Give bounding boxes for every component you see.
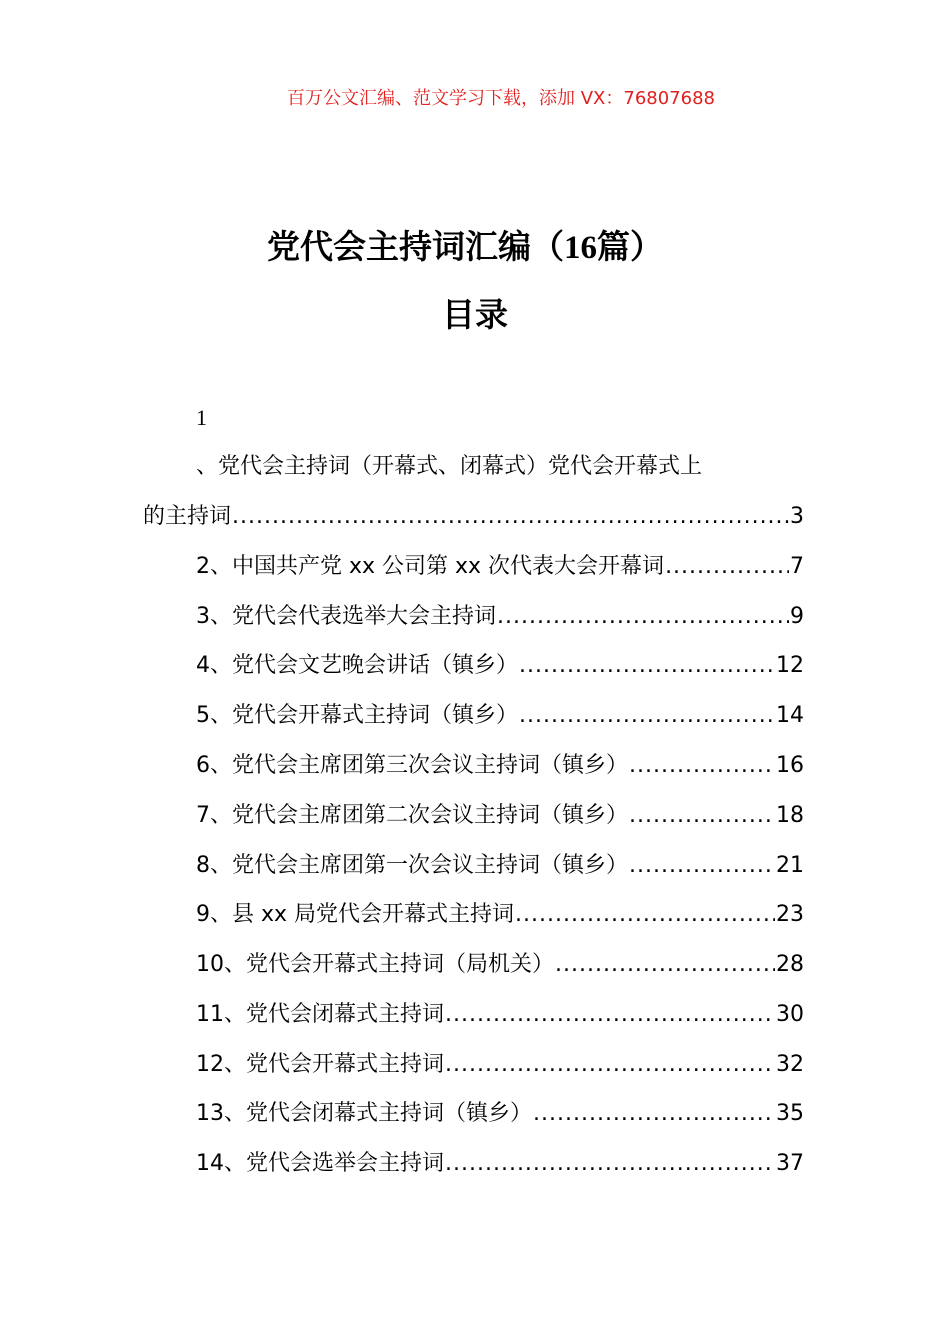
toc-entry-label: 11、党代会闭幕式主持词 xyxy=(196,1002,444,1027)
document-title xyxy=(0,222,930,273)
title-count: 16 xyxy=(564,230,597,266)
toc-entry-label: 6、党代会主席团第三次会议主持词（镇乡） xyxy=(196,753,628,778)
dot-leader xyxy=(519,648,775,684)
toc-entry-label: 5、党代会开幕式主持词（镇乡） xyxy=(196,703,518,728)
toc-entry-5[interactable] xyxy=(196,698,804,734)
dot-leader xyxy=(629,848,775,884)
toc-entry-1-line2[interactable] xyxy=(143,499,804,535)
toc-entry-label: 4、党代会文艺晚会讲话（镇乡） xyxy=(196,653,518,678)
toc-entry-7[interactable] xyxy=(196,798,804,834)
dot-leader xyxy=(555,947,775,983)
title-suffix: 篇） xyxy=(597,227,663,266)
toc-entry-label: 8、党代会主席团第一次会议主持词（镇乡） xyxy=(196,853,628,878)
toc-entry-label: 的主持词 xyxy=(143,504,232,529)
toc-entry-page: 35 xyxy=(776,1101,804,1126)
dot-leader xyxy=(533,1096,775,1132)
toc-entry-label: 13、党代会闭幕式主持词（镇乡） xyxy=(196,1101,532,1126)
toc-entry-page: 14 xyxy=(776,703,804,728)
toc-entry-page: 9 xyxy=(790,604,804,629)
dot-leader xyxy=(445,1047,775,1083)
dot-leader xyxy=(629,748,775,784)
toc-entry-page: 12 xyxy=(776,653,804,678)
toc-entry-13[interactable] xyxy=(196,1096,804,1132)
toc-entry-page: 32 xyxy=(776,1052,804,1077)
toc-entry-label: 7、党代会主席团第二次会议主持词（镇乡） xyxy=(196,803,628,828)
toc-entry-14[interactable] xyxy=(196,1146,804,1182)
dot-leader xyxy=(519,698,775,734)
dot-leader xyxy=(629,798,775,834)
toc-entry-page: 7 xyxy=(790,554,804,579)
toc-entry-page: 16 xyxy=(776,753,804,778)
watermark-banner: 百万公文汇编、范文学习下载，添加 VX：76807688 xyxy=(287,88,715,109)
toc-entry-8[interactable] xyxy=(196,848,804,884)
toc-entry-page: 23 xyxy=(776,902,804,927)
toc-entry-label: 14、党代会选举会主持词 xyxy=(196,1151,444,1176)
toc-entry-10[interactable] xyxy=(196,947,804,983)
toc-entry-1-number: 1 xyxy=(196,405,207,430)
dot-leader xyxy=(665,549,789,585)
toc-entry-label: 、党代会主持词（开幕式、闭幕式）党代会开幕式上 xyxy=(196,454,703,479)
dot-leader xyxy=(232,499,789,535)
dot-leader xyxy=(445,1146,775,1182)
toc-entry-label: 9、县 xx 局党代会开幕式主持词 xyxy=(196,902,515,927)
toc-entry-3[interactable] xyxy=(196,599,804,635)
toc-entry-label: 3、党代会代表选举大会主持词 xyxy=(196,604,496,629)
toc-entry-11[interactable] xyxy=(196,997,804,1033)
toc-entry-4[interactable] xyxy=(196,648,804,684)
toc-entry-label: 2、中国共产党 xx 公司第 xx 次代表大会开幕词 xyxy=(196,554,665,579)
toc-entry-page: 21 xyxy=(776,853,804,878)
toc-entry-page: 18 xyxy=(776,803,804,828)
toc-entry-label: 10、党代会开幕式主持词（局机关） xyxy=(196,952,554,977)
toc-entry-page: 3 xyxy=(790,504,804,529)
toc-entry-9[interactable] xyxy=(196,897,804,933)
dot-leader xyxy=(497,599,789,635)
toc-heading: 目录 xyxy=(442,295,508,334)
toc-entry-12[interactable] xyxy=(196,1047,804,1083)
dot-leader xyxy=(515,897,775,933)
toc-entry-page: 30 xyxy=(776,1002,804,1027)
toc-entry-6[interactable] xyxy=(196,748,804,784)
title-prefix: 党代会主持词汇编（ xyxy=(267,227,564,266)
toc-entry-1-line1[interactable] xyxy=(196,449,804,485)
toc-entry-label: 12、党代会开幕式主持词 xyxy=(196,1052,444,1077)
dot-leader xyxy=(445,997,775,1033)
toc-entry-page: 37 xyxy=(776,1151,804,1176)
toc-entry-page: 28 xyxy=(776,952,804,977)
toc-entry-2[interactable] xyxy=(196,549,804,585)
